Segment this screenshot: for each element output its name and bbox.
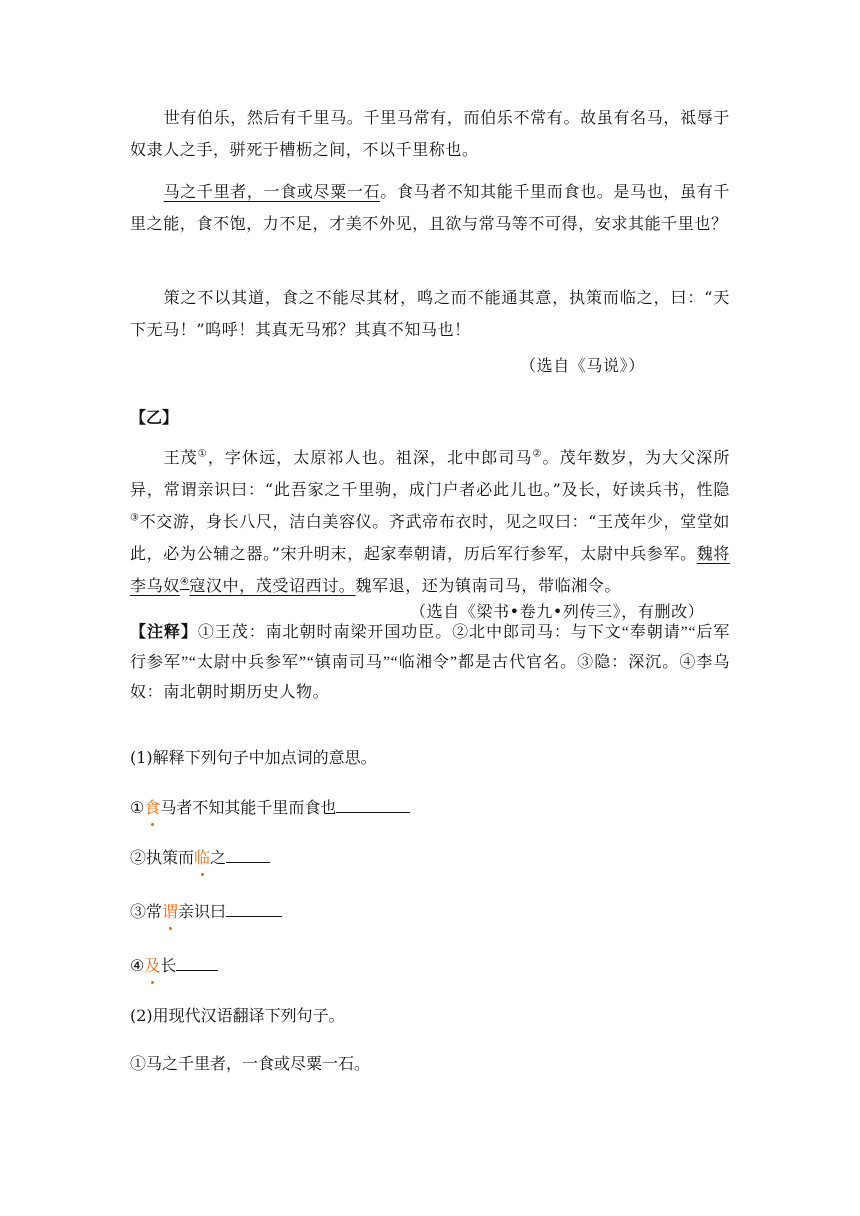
question-1-item-1 [130,794,410,822]
yi-text-3: 。茂年数岁，为大父深所异，常谓亲识曰：“此吾家之千里驹，成门户者必此儿也。”及长，好读兵书，性隐 [130,448,730,499]
jia-paragraph-1: 世有伯乐，然后有千里马。千里马常有，而伯乐不常有。故虽有名马，祗辱于奴隶人之手，骈死于槽枥之间，不以千里称也。 [130,108,730,159]
jia-paragraph-3: 策之不以其道，食之不能尽其材，鸣之而不能通其意，执策而临之，曰：“天下无马！”呜呼！其真无马邪？其真不知马也！ [130,288,730,339]
yi-text-2: ，字休远，太原祁人也。祖深，北中郎司马 [207,448,533,467]
yi-label: 【乙】 [130,408,179,427]
yi-paragraph [130,442,730,602]
yi-text-1: 王茂 [163,448,198,467]
dotted-word: 临 [194,844,210,872]
yi-underlined-2: 寇汉中，茂受诏西讨。 [189,576,356,595]
answer-blank[interactable] [176,952,218,971]
question-2-item-1: ①马之千里者，一食或尽粟一石。 [130,1054,371,1073]
item-text: ③常 [130,902,163,921]
note-marker-3: ③ [130,512,140,524]
jia-source: （选自《马说》） [520,356,645,375]
dotted-word: 食 [144,794,160,822]
question-1-item-3 [130,898,282,926]
yi-text-5: 魏军退，还为镇南司马，带临湘令。 [355,576,622,595]
dotted-word: 谓 [162,898,178,926]
annotations-title: 【注释】 [130,624,198,641]
item-text: 长 [160,956,177,975]
underlined-sentence: 马之千里者，一食或尽粟一石 [163,182,381,201]
jia-paragraph-2-rest: 。食马者不知其能千里而食也。是马也，虽有千里之能，食不饱，力不足，才美不外见，且欲与常马等不可得，安求其能千里也？ [130,182,730,233]
annotations-text: ①王茂：南北朝时南梁开国功臣。②北中郎司马：与下文“奉朝请”“后军行参军”“太尉中兵参军”“镇南司马”“临湘令”都是古代官名。③隐：深沉。④李乌奴：南北朝时期历史人物。 [130,624,730,701]
answer-blank[interactable] [336,794,410,813]
item-text: 之 [210,848,227,867]
question-1-title: (1)解释下列句子中加点词的意思。 [130,748,377,767]
item-number: ① [130,798,145,817]
answer-blank[interactable] [226,898,282,917]
note-marker-2: ② [532,448,543,460]
item-text: 亲识曰 [178,902,227,921]
question-1-item-2 [130,844,270,872]
question-1-item-4 [130,952,218,980]
yi-source: （选自《梁书•卷九•列传三》，有删改） [410,602,705,621]
item-number: ④ [130,956,145,975]
question-2-title: (2)用现代汉语翻译下列句子。 [130,1006,345,1025]
answer-blank[interactable] [226,844,270,863]
item-text: 马者不知其能千里而食也 [160,798,337,817]
jia-paragraph-2 [130,176,730,240]
yi-underlined-1: 魏将李乌奴 [130,544,730,595]
dotted-word: 及 [144,952,160,980]
item-text: ②执策而 [130,848,195,867]
annotations [130,618,730,708]
note-marker-4: ④ [179,576,190,588]
note-marker-1: ① [197,448,208,460]
yi-text-4: 不交游，身长八尺，洁白美容仪。齐武帝布衣时，见之叹曰：“王茂年少，堂堂如此，必为公辅之器。”宋升明末，起家奉朝请，历后军行参军，太尉中兵参军。 [130,512,730,563]
